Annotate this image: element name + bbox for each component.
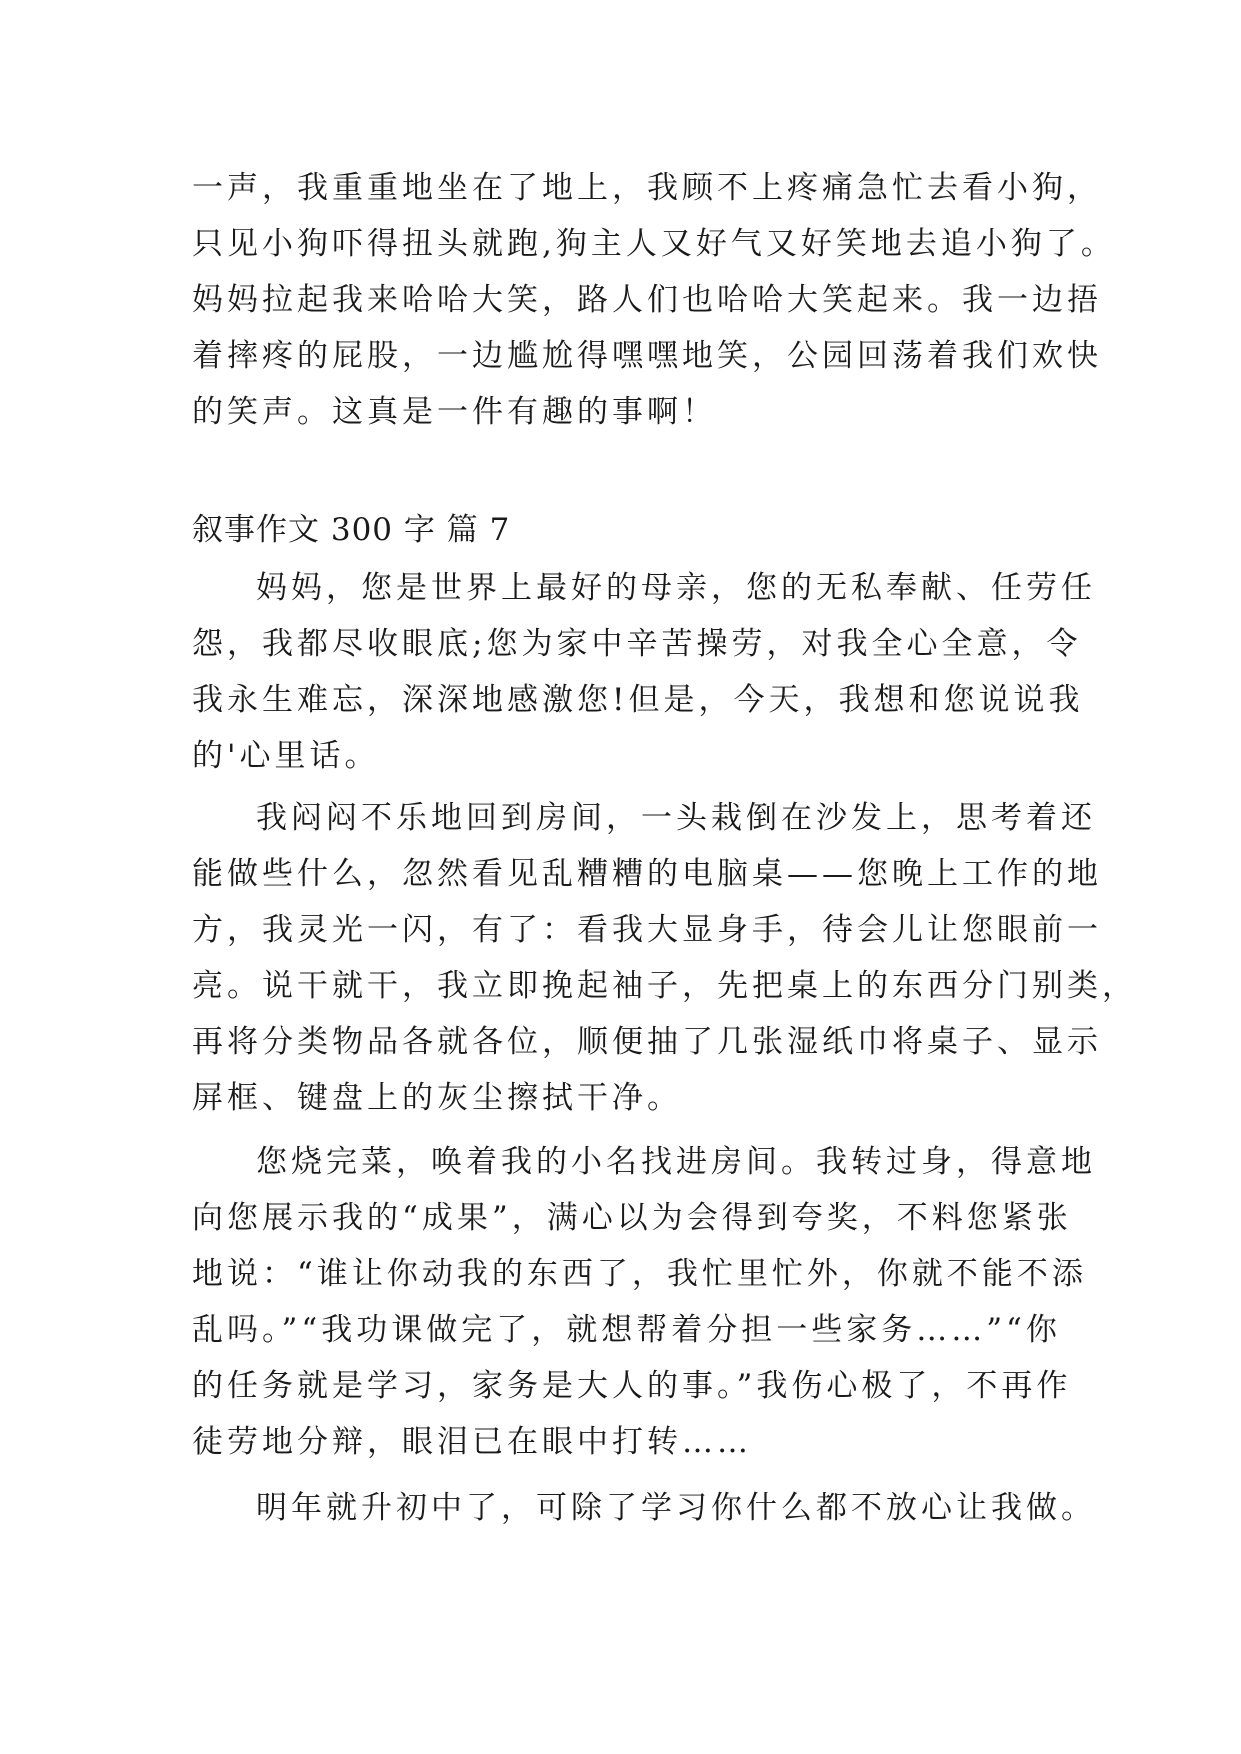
paragraph-line: 向您展示我的“成果”，满心以为会得到夸奖，不料您紧张 (192, 1200, 1072, 1236)
paragraph-line: 屏框、键盘上的灰尘擦拭干净。 (192, 1080, 682, 1116)
paragraph-line: 妈妈，您是世界上最好的母亲，您的无私奉献、任劳任 (256, 570, 1096, 606)
paragraph-line: 的任务就是学习，家务是大人的事。”我伤心极了，不再作 (192, 1368, 1072, 1404)
paragraph-line: 您烧完菜，唤着我的小名找进房间。我转过身，得意地 (256, 1144, 1096, 1180)
text-line: 的笑声。这真是一件有趣的事啊！ (192, 394, 717, 430)
paragraph-line: 方，我灵光一闪，有了：看我大显身手，待会儿让您眼前一 (192, 912, 1102, 948)
paragraph-line: 的'心里话。 (192, 738, 380, 774)
text-line: 一声，我重重地坐在了地上，我顾不上疼痛急忙去看小狗， (192, 170, 1102, 206)
paragraph-line: 明年就升初中了，可除了学习你什么都不放心让我做。 (256, 1490, 1096, 1526)
paragraph-line: 乱吗。”“我功课做完了，就想帮着分担一些家务……”“你 (192, 1312, 1061, 1348)
section-title: 叙事作文 300 字 篇 7 (192, 512, 511, 548)
text-line: 妈妈拉起我来哈哈大笑，路人们也哈哈大笑起来。我一边捂 (192, 282, 1102, 318)
paragraph-line: 徒劳地分辩，眼泪已在眼中打转…… (192, 1424, 752, 1460)
paragraph-line: 我永生难忘，深深地感激您!但是，今天，我想和您说说我 (192, 682, 1084, 718)
text-line: 只见小狗吓得扭头就跑,狗主人又好气又好笑地去追小狗了。 (192, 226, 1116, 262)
paragraph-line: 地说：“谁让你动我的东西了，我忙里忙外，你就不能不添 (192, 1256, 1087, 1292)
paragraph-line: 亮。说干就干，我立即挽起袖子，先把桌上的东西分门别类， (192, 968, 1137, 1004)
paragraph-line: 能做些什么，忽然看见乱糟糟的电脑桌——您晚上工作的地 (192, 856, 1102, 892)
paragraph-line: 我闷闷不乐地回到房间，一头栽倒在沙发上，思考着还 (256, 800, 1096, 836)
paragraph-line: 怨，我都尽收眼底;您为家中辛苦操劳，对我全心全意，令 (192, 626, 1082, 662)
paragraph-line: 再将分类物品各就各位，顺便抽了几张湿纸巾将桌子、显示 (192, 1024, 1102, 1060)
text-line: 着摔疼的屁股，一边尴尬得嘿嘿地笑，公园回荡着我们欢快 (192, 338, 1102, 374)
